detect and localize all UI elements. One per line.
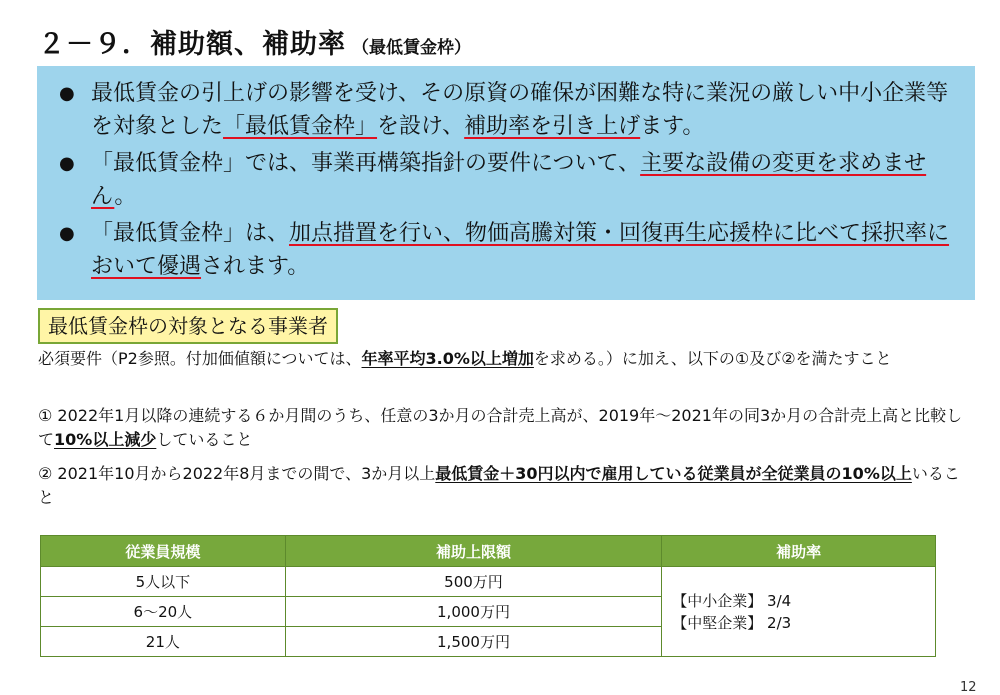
subsidy-limit-cell: 500万円 [285, 567, 662, 597]
subsidy-table [40, 535, 936, 657]
text-segment: を設け、 [377, 114, 465, 139]
bullet-dot-icon: ● [59, 83, 75, 104]
employee-size-cell: 6～20人 [41, 597, 286, 627]
text-segment: されます。 [201, 254, 310, 279]
page-number: 12 [960, 680, 977, 695]
summary-box [37, 66, 975, 300]
bold-text: 10%以上減少 [54, 430, 157, 449]
bullet-dot-icon: ● [59, 153, 75, 174]
subsidy-limit-cell: 1,000万円 [285, 597, 662, 627]
underlined-text: 補助率を引き上げ [464, 114, 641, 139]
bold-text: 最低賃金＋30円以内で雇用している従業員が全従業員の10%以上 [435, 464, 912, 483]
bullet-text [91, 217, 953, 283]
bullet-item [59, 217, 953, 283]
text-segment: 必須要件（P2参照。付加価値額については、 [38, 349, 362, 368]
underlined-text: 加点措置を行い、物価高騰対策・回復再生応援枠に比べて採択率において優遇 [91, 221, 950, 279]
bullet-dot-icon: ● [59, 223, 75, 244]
table-row [41, 567, 936, 597]
text-segment: していること [156, 430, 253, 449]
bullet-text [91, 77, 953, 143]
subsidy-rate-cell [662, 567, 936, 657]
bold-text: 年率平均3.0%以上増加 [361, 349, 534, 368]
text-segment: 「最低賃金枠」では、事業再構築指針の要件について、 [91, 151, 641, 176]
bullet-item [59, 147, 953, 213]
underlined-text: 「最低賃金枠」 [223, 114, 378, 139]
text-segment: ② 2021年10月から2022年8月までの間で、3か月以上 [38, 464, 436, 483]
column-header: 補助上限額 [285, 536, 662, 567]
text-segment: ① 2022年1月以降の連続する６か月間のうち、任意の3か月の合計売上高が、2019年～2021年の同3か月の合計売上高と比較して [38, 406, 963, 449]
target-label: 最低賃金枠の対象となる事業者 [38, 308, 338, 344]
text-segment: 「最低賃金枠」は、 [91, 221, 290, 246]
rate-line: 【中堅企業】 2/3 [672, 613, 792, 632]
requirement-2 [38, 462, 974, 510]
bullet-text [91, 147, 953, 213]
rate-line: 【中小企業】 3/4 [672, 591, 792, 610]
text-segment: を求める。）に加え、以下の①及び②を満たすこと [533, 349, 892, 368]
employee-size-cell: 21人 [41, 627, 286, 657]
subsidy-limit-cell: 1,500万円 [285, 627, 662, 657]
table-header-row [41, 536, 936, 567]
text-segment: ます。 [640, 114, 705, 139]
text-segment: いること [38, 464, 960, 507]
title-main: ２－９．補助額、補助率 [38, 29, 346, 60]
requirement-1 [38, 404, 974, 452]
requirement-text [38, 347, 974, 371]
bullet-item [59, 77, 953, 143]
column-header: 補助率 [662, 536, 936, 567]
underlined-text: 主要な設備の変更を求めません [91, 151, 927, 209]
column-header: 従業員規模 [41, 536, 286, 567]
text-segment: 最低賃金の引上げの影響を受け、その原資の確保が困難な特に業況の厳しい中小企業等を対象とした [91, 81, 949, 139]
page-title [38, 22, 471, 61]
text-segment: 。 [114, 184, 137, 209]
title-subtitle: （最低賃金枠） [352, 38, 471, 58]
employee-size-cell: 5人以下 [41, 567, 286, 597]
